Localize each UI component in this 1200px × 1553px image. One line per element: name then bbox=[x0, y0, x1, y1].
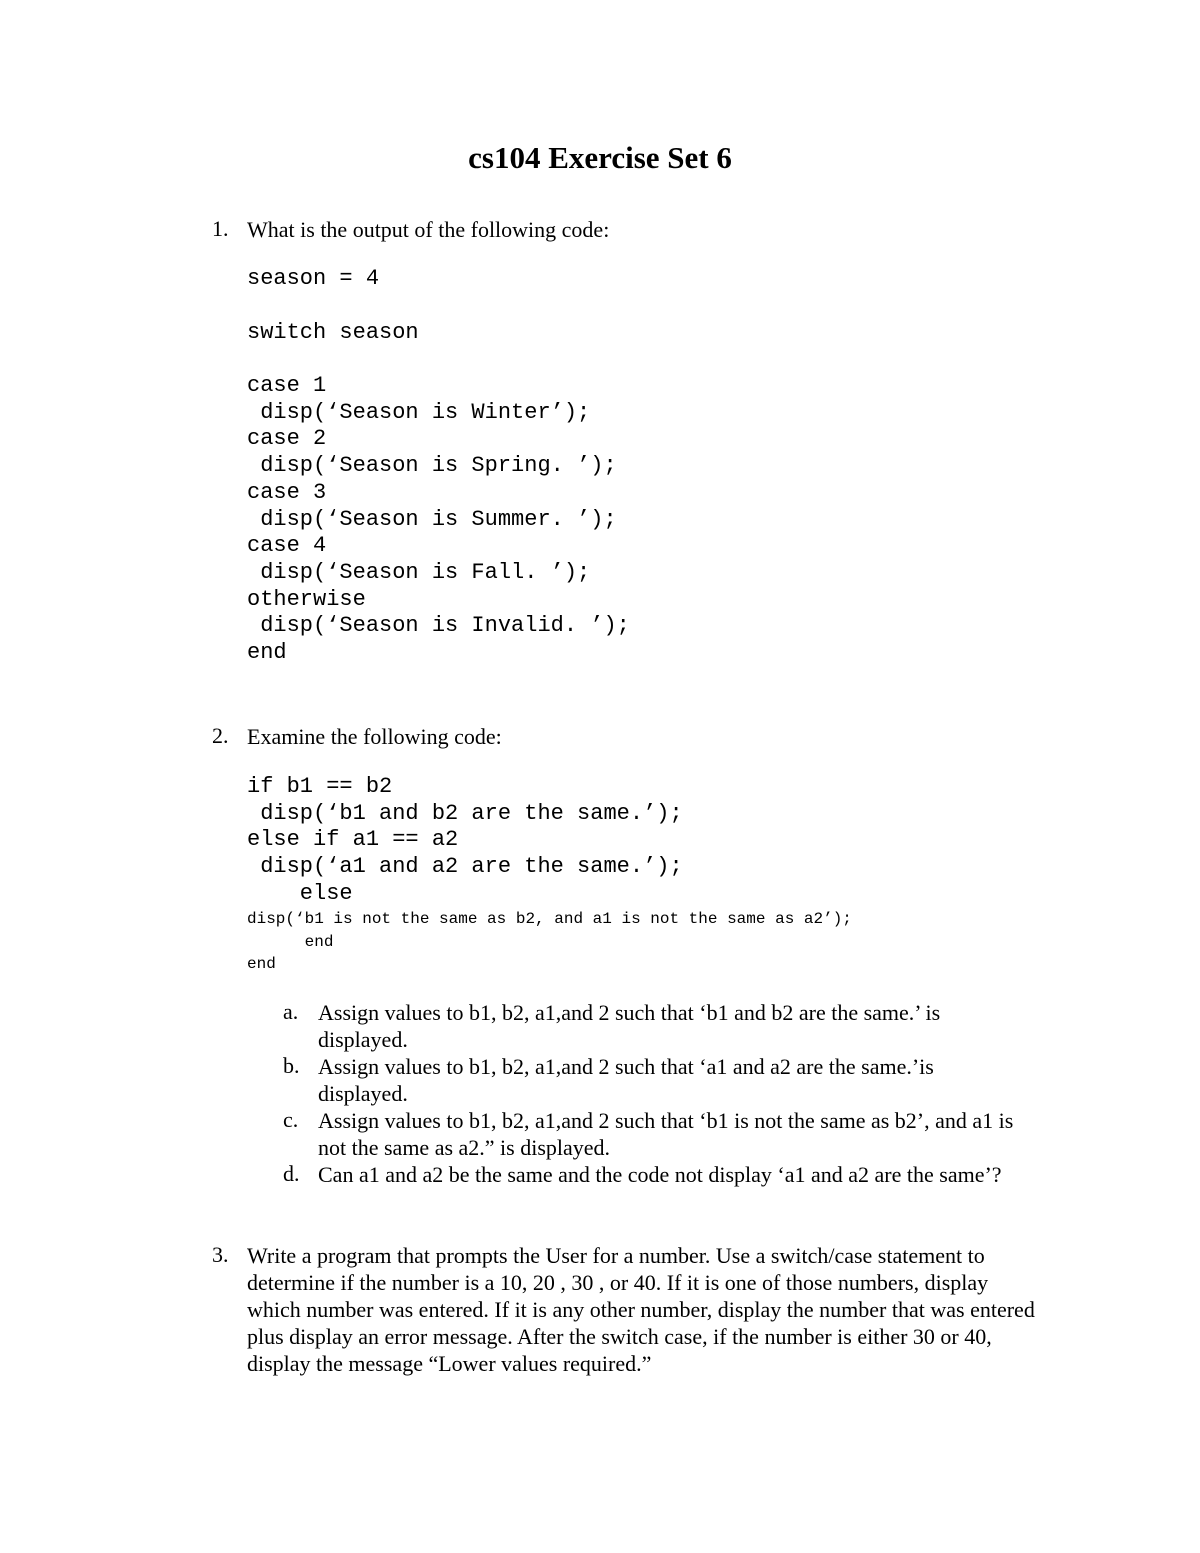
q2-item-c-letter: c. bbox=[283, 1107, 299, 1132]
q3-text: Write a program that prompts the User for a number. Use a switch/case statement to determine if the number is a 10, 20 , 30 , or 40. If it is one of those numbers, display which number was entered. If it is any other number, display the number that was entered plus display an error message. After the switch case, if the number is either 30 or 40, display the message “Lower values required.” bbox=[247, 1243, 1035, 1376]
q1-code-line-1: season = 4 bbox=[247, 266, 380, 291]
page-title: cs104 Exercise Set 6 bbox=[468, 140, 732, 175]
q2-item-b-text: Assign values to b1, b2, a1,and 2 such that ‘a1 and a2 are the same.’is displayed. bbox=[318, 1054, 934, 1106]
q2-item-a-text: Assign values to b1, b2, a1,and 2 such that ‘b1 and b2 are the same.’ is displayed. bbox=[318, 1000, 941, 1052]
q2-code-block: if b1 == b2 disp(‘b1 and b2 are the same.’); else if a1 == a2 disp(‘a1 and a2 are the same.’); else bbox=[247, 774, 683, 906]
q1-code-block: case 1 disp(‘Season is Winter’); case 2 disp(‘Season is Spring. ’); case 3 disp(‘Season is Summer. ’); case 4 disp(‘Season is Fall. ’); otherwise disp(‘Season is Invalid. ’); end bbox=[247, 373, 630, 666]
q2-code-small: disp(‘b1 is not the same as b2, and a1 is not the same as a2’); end end bbox=[247, 910, 852, 973]
q2-prompt: Examine the following code: bbox=[247, 724, 502, 749]
q2-item-d-text: Can a1 and a2 be the same and the code not display ‘a1 and a2 are the same’? bbox=[318, 1162, 1002, 1187]
q1-number: 1. bbox=[212, 216, 229, 241]
q1-prompt: What is the output of the following code: bbox=[247, 217, 610, 242]
q3-number: 3. bbox=[212, 1242, 229, 1267]
q1-code-line-2: switch season bbox=[247, 320, 419, 345]
q2-number: 2. bbox=[212, 723, 229, 748]
q2-item-a-letter: a. bbox=[283, 999, 299, 1024]
q2-item-b-letter: b. bbox=[283, 1053, 300, 1078]
q2-item-c-text: Assign values to b1, b2, a1,and 2 such that ‘b1 is not the same as b2’, and a1 is not the same as a2.” is displayed. bbox=[318, 1108, 1014, 1160]
q2-item-d-letter: d. bbox=[283, 1161, 300, 1186]
